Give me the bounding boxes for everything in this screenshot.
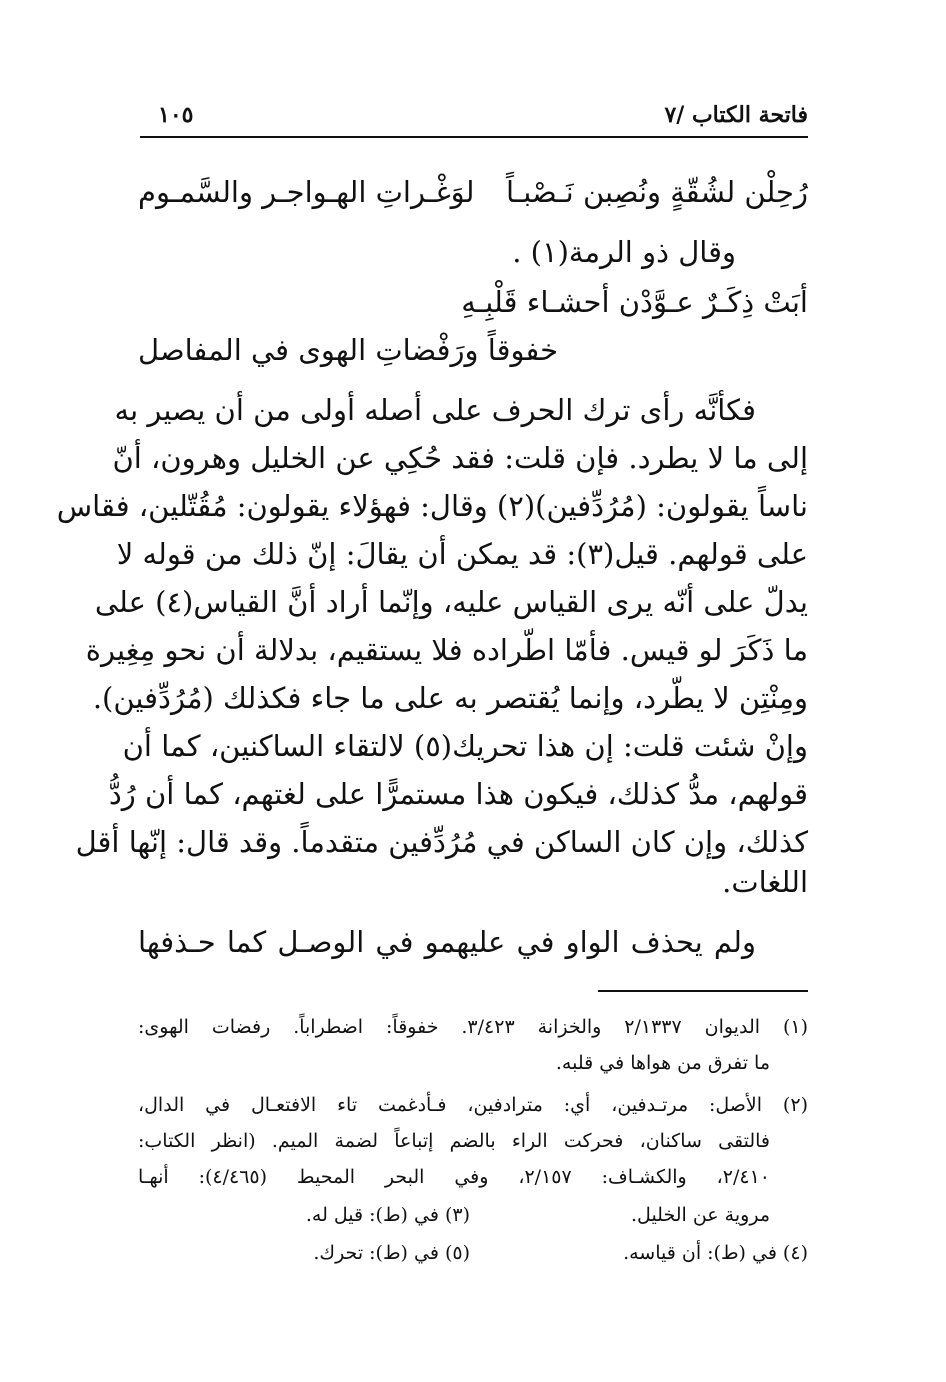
footnote-5: (٥) في (ط): تحرك. xyxy=(313,1242,470,1264)
final-line: ولم يحذف الواو في عليهمو في الوصـل كما حـذفها xyxy=(138,925,756,959)
running-title: فاتحة الكتاب /٧ xyxy=(664,102,808,128)
verse1-left-hemistich: لوَغْـراتِ الهـواجـر والسَّمـوم xyxy=(138,175,475,209)
paragraph-line: كذلك، وإن كان الساكن في مُرُدِّفين متقدماً. وقد قال: إنّها أقل xyxy=(75,825,808,859)
footnote-3: (٣) في (ط): قيل له. xyxy=(305,1204,470,1226)
paragraph-line: إلى ما لا يطرد. فإن قلت: فقد حُكِي عن الخليل وهرون، أنّ xyxy=(112,441,808,475)
poet-attribution: وقال ذو الرمة(١) . xyxy=(512,235,736,269)
page-header xyxy=(140,100,808,138)
paragraph-line: ناساً يقولون: (مُرُدِّفين)(٢) وقال: فهؤلاء يقولون: مُقُتّلين، فقاس xyxy=(56,489,808,523)
footnote-2-cont: ٢/٤١٠، والكشـاف: ٢/١٥٧، وفي البحر المحيط (٤/٤٦٥): أنهـا xyxy=(138,1166,770,1188)
verse2-second-hemistich: خفوقاً ورَفْضاتِ الهوى في المفاصل xyxy=(138,333,559,367)
paragraph-line: فكأنَّه رأى ترك الحرف على أصله أولى من أن يصير به xyxy=(114,393,756,427)
footnote-1-cont: ما تفرق من هواها في قلبه. xyxy=(555,1052,770,1074)
paragraph-line: قولهم، مدُّ كذلك، فيكون هذا مستمرًّا على لغتهم، كما أن رُدُّ xyxy=(108,777,808,811)
verse2-first-hemistich: أبَتْ ذِكَـرٌ عـوَّدْن أحشـاء قَلْبِـهِ xyxy=(461,285,808,319)
footnote-2-cont: فالتقى ساكنان، فحركت الراء بالضم إتباعاً لضمة الميم. (انظر الكتاب: xyxy=(138,1130,770,1152)
footnote-separator xyxy=(598,990,808,992)
footnote-2-cont: مروية عن الخليل. xyxy=(631,1204,770,1226)
paragraph-line: وإنْ شئت قلت: إن هذا تحريك(٥) لالتقاء الساكنين، كما أن xyxy=(122,729,808,763)
paragraph-line: ومِنْتِن لا يطّرد، وإنما يُقتصر به على ما جاء فكذلك (مُرُدِّفين). xyxy=(92,681,808,715)
page-number: ١٠٥ xyxy=(158,102,194,128)
footnote-1: (١) الديوان ٢/١٣٣٧ والخزانة ٣/٤٢٣. خفوقاً: اضطراباً. رفضات الهوى: xyxy=(138,1016,808,1038)
verse1-right-hemistich: رُحِلْن لشُقّةٍ ونُصِبن نَـصْبـاً xyxy=(505,175,808,209)
paragraph-line: ما ذَكَرَ لو قيس. فأمّا اطّراده فلا يستقيم، بدلالة أن نحو مِغِيرة xyxy=(85,633,808,667)
paragraph-line: على قولهم. قيل(٣): قد يمكن أن يقالَ: إنّ ذلك من قوله لا xyxy=(116,537,808,571)
paragraph-line: يدلّ على أنّه يرى القياس عليه، وإنّما أراد أنَّ القياس(٤) على xyxy=(94,585,808,619)
footnote-2: (٢) الأصل: مرتـدفين، أي: مترادفين، فـأدغمت تاء الافتعـال في الدال، xyxy=(138,1094,808,1116)
paragraph-last-line: اللغات. xyxy=(722,865,808,899)
footnote-4: (٤) في (ط): أن قياسه. xyxy=(623,1242,808,1264)
